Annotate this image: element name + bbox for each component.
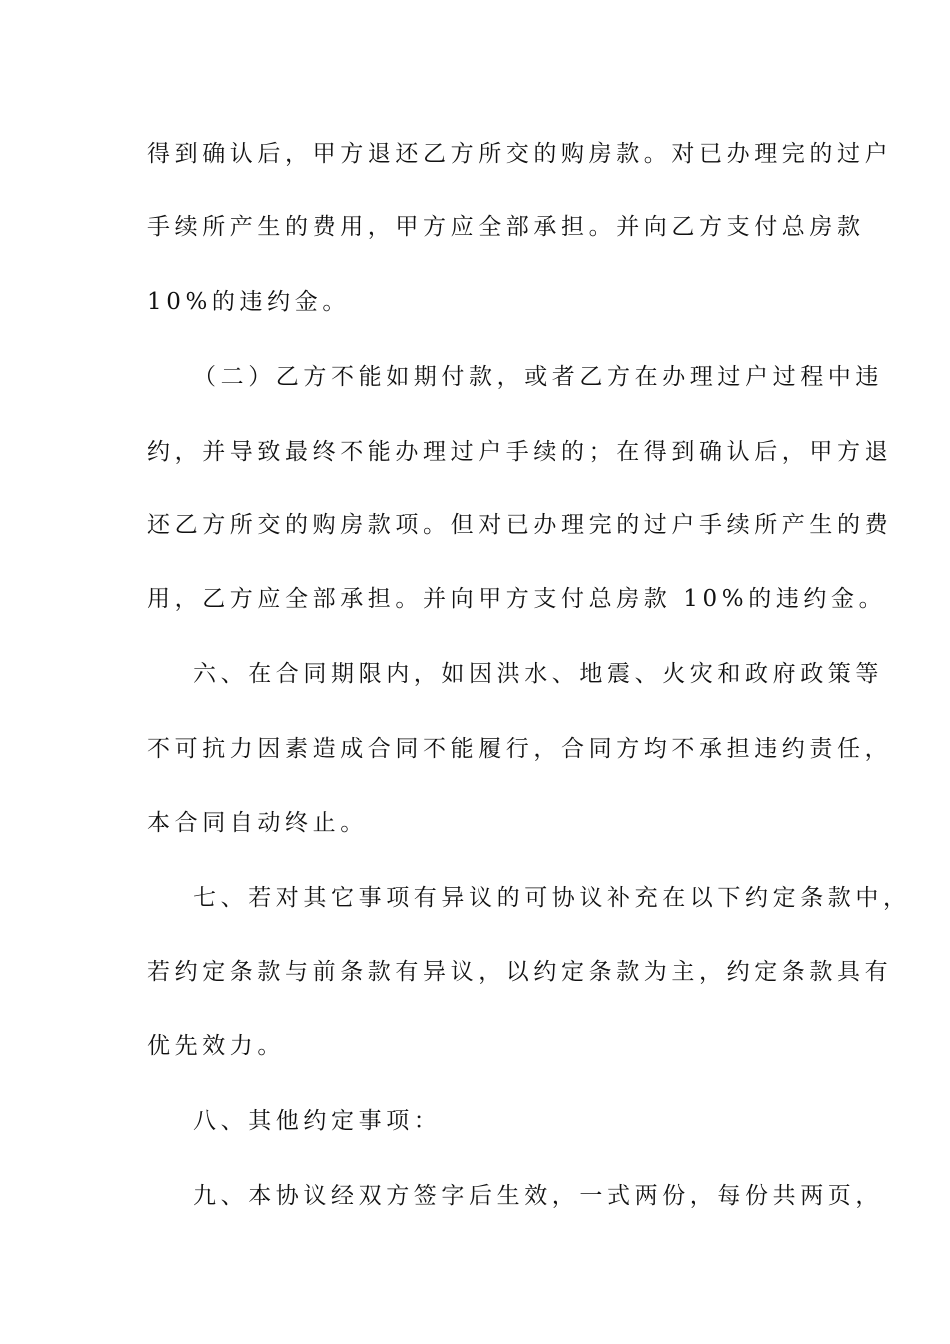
text-line: 约，并导致最终不能办理过户手续的；在得到确认后，甲方退: [147, 439, 893, 465]
text-line: 10%的违约金。: [147, 289, 350, 315]
text-line: 不可抗力因素造成合同不能履行，合同方均不承担违约责任，: [147, 736, 893, 762]
paragraph-start-line: 六、在合同期限内，如因洪水、地震、火灾和政府政策等: [193, 661, 883, 687]
text-line: 手续所产生的费用，甲方应全部承担。并向乙方支付总房款: [147, 214, 865, 240]
paragraph-start-line: 八、其他约定事项：: [193, 1108, 442, 1134]
paragraph-start-line: 七、若对其它事项有异议的可协议补充在以下约定条款中，: [193, 885, 911, 911]
text-line: 用，乙方应全部承担。并向甲方支付总房款 10%的违约金。: [147, 586, 887, 612]
text-line: 还乙方所交的购房款项。但对已办理完的过户手续所产生的费: [147, 512, 893, 538]
text-line: 得到确认后，甲方退还乙方所交的购房款。对已办理完的过户: [147, 141, 893, 167]
text-line: 本合同自动终止。: [147, 810, 368, 836]
text-line: 优先效力。: [147, 1033, 285, 1059]
paragraph-start-line: 九、本协议经双方签字后生效，一式两份，每份共两页，: [193, 1183, 883, 1209]
text-line: 若约定条款与前条款有异议，以约定条款为主，约定条款具有: [147, 959, 893, 985]
paragraph-start-line: （二）乙方不能如期付款，或者乙方在办理过户过程中违: [193, 364, 883, 390]
